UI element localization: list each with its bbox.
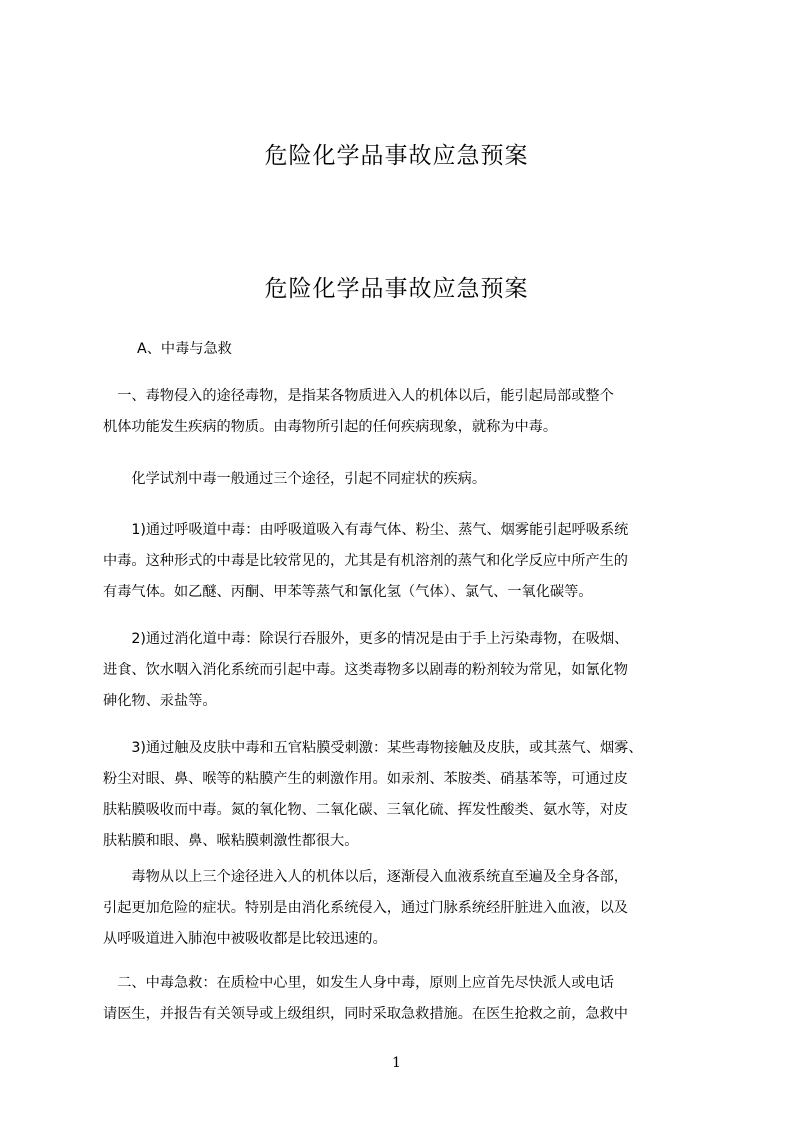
paragraph-poison-definition [103, 381, 713, 443]
paragraph-line: 肤粘膜吸收而中毒。氮的氧化物、二氧化碳、三氧化硫、挥发性酸类、氨水等，对皮 [103, 802, 628, 818]
paragraph-line: 从呼吸道进入肺泡中被吸收都是比较迅速的。 [103, 931, 387, 947]
paragraph-respiratory [103, 515, 713, 608]
paragraph-digestive [103, 624, 713, 717]
paragraph-first-aid [103, 968, 713, 1030]
paragraph-line: 砷化物、汞盐等。 [103, 693, 217, 709]
paragraph-line: 1)通过呼吸道中毒：由呼吸道吸入有毒气体、粉尘、蒸气、烟雾能引起呼吸系统 [103, 522, 629, 538]
paragraph-line: 毒物从以上三个途径进入人的机体以后，逐渐侵入血液系统直至遍及全身各部， [103, 869, 628, 885]
paragraph-line: 机体功能发生疾病的物质。由毒物所引起的任何疾病现象，就称为中毒。 [103, 419, 558, 435]
paragraph-line: 3)通过触及皮肤中毒和五官粘膜受刺激：某些毒物接触及皮肤，或其蒸气、烟雾、 [103, 740, 643, 756]
page-number: 1 [392, 1055, 401, 1071]
paragraph-line: 2)通过消化道中毒：除误行吞服外，更多的情况是由于手上污染毒物，在吸烟、 [103, 631, 629, 647]
paragraph-line: 化学试剂中毒一般通过三个途径，引起不同症状的疾病。 [103, 471, 487, 487]
paragraph-line: 一、毒物侵入的途径毒物，是指某各物质进入人的机体以后，能引起局部或整个 [103, 388, 614, 404]
paragraph-line: 二、中毒急救：在质检中心里，如发生人身中毒，原则上应首先尽快派人或电话 [103, 975, 614, 991]
paragraph-skin-mucosa [103, 733, 713, 857]
main-title: 危险化学品事故应急预案 [264, 276, 529, 302]
paragraph-line: 引起更加危险的症状。特别是由消化系统侵入，通过门脉系统经肝脏进入血液，以及 [103, 900, 628, 916]
paragraph-line: 粉尘对眼、鼻、喉等的粘膜产生的刺激作用。如汞剂、苯胺类、硝基苯等，可通过皮 [103, 771, 628, 787]
section-heading: A、中毒与急救 [137, 341, 232, 357]
paragraph-three-routes [103, 464, 713, 495]
paragraph-line: 有毒气体。如乙醚、丙酮、甲苯等蒸气和氰化氢（气体）、氯气、一氧化碳等。 [103, 584, 593, 600]
cover-title: 危险化学品事故应急预案 [264, 143, 529, 169]
paragraph-line: 进食、饮水咽入消化系统而引起中毒。这类毒物多以剧毒的粉剂较为常见，如氰化物 [103, 662, 628, 678]
paragraph-line: 肤粘膜和眼、鼻、喉粘膜刺激性都很大。 [103, 833, 359, 849]
paragraph-line: 中毒。这种形式的中毒是比较常见的，尤其是有机溶剂的蒸气和化学反应中所产生的 [103, 553, 628, 569]
paragraph-bloodstream [103, 862, 713, 955]
paragraph-line: 请医生，并报告有关领导或上级组织，同时采取急救措施。在医生抢救之前，急救中 [103, 1006, 628, 1022]
